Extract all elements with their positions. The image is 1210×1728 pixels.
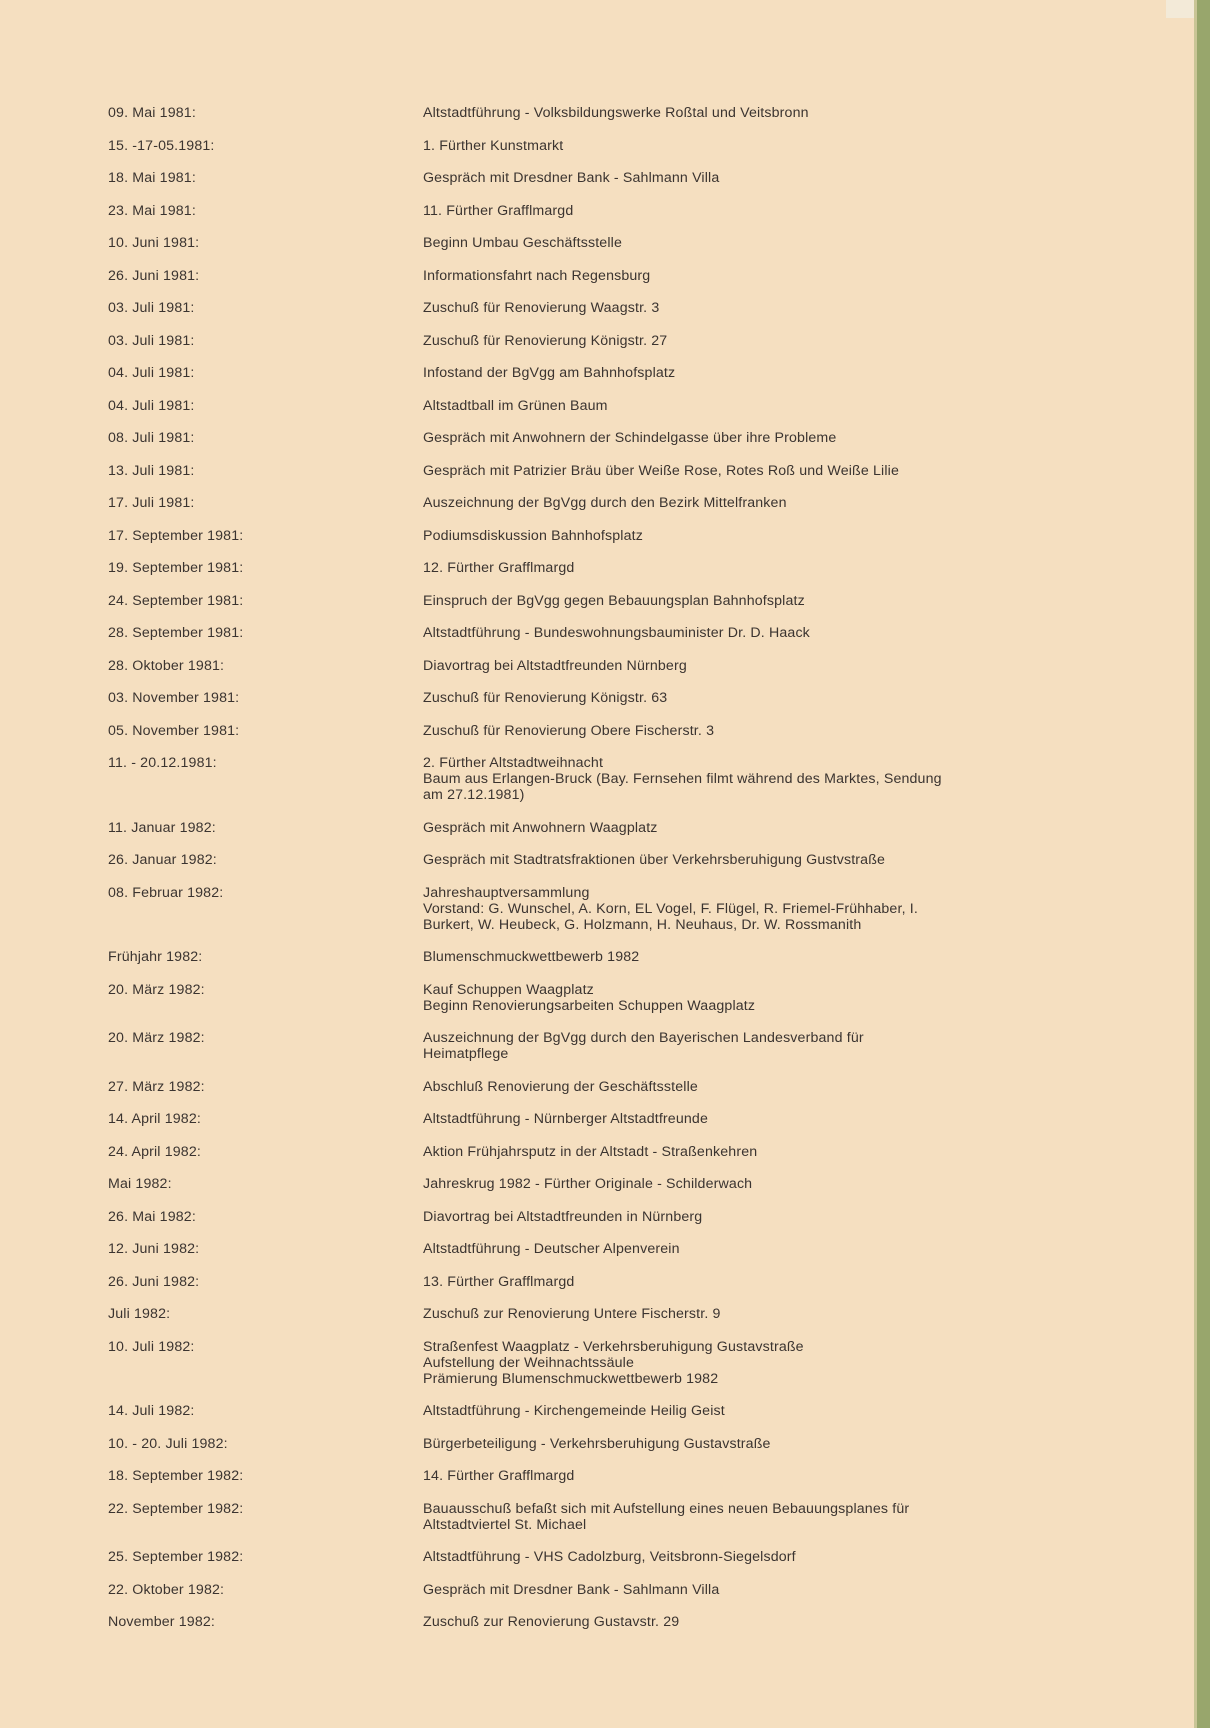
entry-date: 12. Juni 1982: (108, 1241, 200, 1257)
chronicle-entry (108, 1339, 1028, 1404)
entry-description (423, 1403, 1028, 1419)
chronicle-entry (108, 1468, 1028, 1501)
entry-date: 04. Juli 1981: (108, 365, 195, 381)
entry-description (423, 1030, 1028, 1062)
chronicle-entry (108, 690, 1028, 723)
entry-date: 26. Juni 1981: (108, 267, 200, 284)
chronicle-entry (108, 593, 1028, 626)
entry-description-line: 12. Fürther Grafflmargd (423, 560, 575, 576)
chronicle-entry (108, 333, 1028, 366)
entry-description-line: Gespräch mit Anwohnern der Schindelgasse über ihre Probleme (423, 430, 837, 446)
entry-date: 11. Januar 1982: (108, 819, 216, 836)
entry-date: 20. März 1982: (108, 1030, 205, 1046)
entry-description-line: Blumenschmuckwettbewerb 1982 (423, 949, 640, 965)
entry-description-line: Einspruch der BgVgg gegen Bebauungsplan Bahnhofsplatz (423, 592, 805, 609)
entry-description (423, 1614, 1028, 1630)
entry-date: 20. März 1982: (108, 981, 205, 998)
entry-description (423, 268, 1028, 284)
entry-description-line: Beginn Umbau Geschäftsstelle (423, 235, 622, 251)
entry-description-line: 11. Fürther Grafflmargd (423, 202, 574, 219)
entry-description-line: Aktion Frühjahrsputz in der Altstadt - Straßenkehren (423, 1143, 758, 1160)
chronicle-entry (108, 463, 1028, 496)
entry-description-line: Baum aus Erlangen-Bruck (Bay. Fernsehen filmt während des Marktes, Sendung (423, 771, 942, 787)
entry-description (423, 949, 1028, 965)
entry-date: 09. Mai 1981: (108, 105, 196, 121)
entry-description-line: Auszeichnung der BgVgg durch den Bezirk Mittelfranken (423, 495, 787, 511)
entry-description-line: Aufstellung der Weihnachtssäule (423, 1354, 635, 1371)
entry-description (423, 1209, 1028, 1225)
chronicle-entry (108, 1549, 1028, 1582)
chronicle-entry (108, 1582, 1028, 1615)
entry-date: Mai 1982: (108, 1176, 172, 1192)
chronicle-entry (108, 1501, 1028, 1550)
entry-description-line: Altstadtviertel St. Michael (423, 1516, 587, 1533)
chronicle-entry (108, 1176, 1028, 1209)
chronicle-entry (108, 138, 1028, 171)
chronicle-entry (108, 528, 1028, 561)
chronicle-entry (108, 1241, 1028, 1274)
entry-date: 15. -17-05.1981: (108, 137, 215, 154)
entry-description (423, 1468, 1028, 1484)
entry-description-line: Vorstand: G. Wunschel, A. Korn, EL Vogel, F. Flügel, R. Friemel-Frühhaber, I. (423, 900, 918, 917)
chronicle-entry (108, 625, 1028, 658)
entry-description-line: Auszeichnung der BgVgg durch den Bayerischen Landesverband für (423, 1030, 864, 1046)
entry-description (423, 820, 1028, 836)
entry-description (423, 398, 1028, 414)
chronicle-list (108, 105, 1028, 1647)
entry-description (423, 1549, 1028, 1565)
entry-description-line: Heimatpflege (423, 1046, 509, 1062)
chronicle-entry (108, 365, 1028, 398)
entry-date: 26. Januar 1982: (108, 852, 217, 868)
entry-description (423, 463, 1028, 479)
entry-description (423, 1176, 1028, 1192)
chronicle-entry (108, 1079, 1028, 1112)
entry-description-line: Podiumsdiskussion Bahnhofsplatz (423, 527, 643, 544)
entry-description-line: Zuschuß für Renovierung Königstr. 27 (423, 332, 668, 349)
entry-description (423, 560, 1028, 576)
entry-description-line: Bauausschuß befaßt sich mit Aufstellung eines neuen Bebauungsplanes für (423, 1500, 910, 1517)
entry-description (423, 982, 1028, 1014)
entry-date: 10. Juli 1982: (108, 1338, 195, 1355)
entry-date: 04. Juli 1981: (108, 397, 195, 414)
chronicle-entry (108, 982, 1028, 1031)
chronicle-entry (108, 949, 1028, 982)
entry-description-line: 14. Fürther Grafflmargd (423, 1468, 575, 1484)
entry-description (423, 1274, 1028, 1290)
entry-description-line: Gespräch mit Anwohnern Waagplatz (423, 819, 658, 836)
entry-description (423, 333, 1028, 349)
chronicle-entry (108, 430, 1028, 463)
entry-description-line: Gespräch mit Dresdner Bank - Sahlmann Villa (423, 170, 720, 186)
entry-description-line: 13. Fürther Grafflmargd (423, 1273, 575, 1290)
entry-date: 28. September 1981: (108, 625, 244, 641)
entry-date: 17. September 1981: (108, 527, 244, 544)
entry-date: 14. Juli 1982: (108, 1403, 195, 1419)
entry-date: 26. Mai 1982: (108, 1208, 196, 1225)
entry-description (423, 625, 1028, 641)
chronicle-entry (108, 755, 1028, 820)
entry-description (423, 365, 1028, 381)
entry-description (423, 300, 1028, 316)
entry-date: 18. Mai 1981: (108, 170, 196, 186)
chronicle-entry (108, 1403, 1028, 1436)
chronicle-entry (108, 1306, 1028, 1339)
chronicle-entry (108, 235, 1028, 268)
entry-description (423, 170, 1028, 186)
entry-description (423, 495, 1028, 511)
entry-description-line: Gespräch mit Dresdner Bank - Sahlmann Villa (423, 1581, 720, 1598)
entry-date: 05. November 1981: (108, 722, 240, 739)
chronicle-entry (108, 820, 1028, 853)
entry-date: 26. Juni 1982: (108, 1273, 200, 1290)
chronicle-entry (108, 300, 1028, 333)
entry-description-line: Infostand der BgVgg am Bahnhofsplatz (423, 365, 676, 381)
entry-description-line: 2. Fürther Altstadtweihnacht (423, 755, 604, 771)
entry-date: 03. Juli 1981: (108, 300, 195, 316)
entry-description-line: Altstadtführung - VHS Cadolzburg, Veitsbronn-Siegelsdorf (423, 1549, 796, 1565)
entry-description-line: Altstadtführung - Bundeswohnungsbauminister Dr. D. Haack (423, 625, 810, 641)
entry-description-line: Altstadtball im Grünen Baum (423, 397, 608, 414)
chronicle-entry (108, 1144, 1028, 1177)
chronicle-entry (108, 1209, 1028, 1242)
entry-description-line: Jahreskrug 1982 - Fürther Originale - Schilderwach (423, 1176, 753, 1192)
entry-description (423, 1306, 1028, 1322)
chronicle-entry (108, 268, 1028, 301)
chronicle-entry (108, 885, 1028, 950)
chronicle-entry (108, 203, 1028, 236)
entry-description (423, 203, 1028, 219)
entry-date: 03. Juli 1981: (108, 332, 195, 349)
entry-date: 03. November 1981: (108, 690, 240, 706)
entry-date: Frühjahr 1982: (108, 949, 203, 965)
entry-description-line: Beginn Renovierungsarbeiten Schuppen Waagplatz (423, 997, 756, 1014)
entry-description (423, 1144, 1028, 1160)
chronicle-entry (108, 560, 1028, 593)
entry-date: 08. Juli 1981: (108, 430, 195, 446)
entry-date: 27. März 1982: (108, 1078, 205, 1095)
entry-description-line: Zuschuß für Renovierung Königstr. 63 (423, 690, 668, 706)
entry-description-line: Gespräch mit Stadtratsfraktionen über Verkehrsberuhigung Gustvstraße (423, 852, 886, 868)
entry-description (423, 1339, 1028, 1387)
chronicle-entry (108, 1436, 1028, 1469)
entry-description-line: Gespräch mit Patrizier Bräu über Weiße Rose, Rotes Roß und Weiße Lilie (423, 462, 899, 479)
entry-description-line: Bürgerbeteiligung - Verkehrsberuhigung Gustavstraße (423, 1435, 771, 1452)
chronicle-entry (108, 1030, 1028, 1079)
entry-description-line: Abschluß Renovierung der Geschäftsstelle (423, 1078, 698, 1095)
entry-date: November 1982: (108, 1614, 215, 1630)
chronicle-entry (108, 1111, 1028, 1144)
entry-description-line: Informationsfahrt nach Regensburg (423, 267, 651, 284)
chronicle-entry (108, 105, 1028, 138)
entry-description (423, 1079, 1028, 1095)
chronicle-entry (108, 170, 1028, 203)
entry-description (423, 885, 1028, 933)
entry-date: 13. Juli 1981: (108, 462, 195, 479)
page-edge-strip (1194, 0, 1210, 1728)
chronicle-entry (108, 852, 1028, 885)
entry-description (423, 235, 1028, 251)
chronicle-entry (108, 495, 1028, 528)
entry-description (423, 1582, 1028, 1598)
chronicle-entry (108, 658, 1028, 691)
entry-description-line: Altstadtführung - Kirchengemeinde Heilig Geist (423, 1403, 725, 1419)
entry-date: 10. - 20. Juli 1982: (108, 1435, 228, 1452)
entry-date: Juli 1982: (108, 1306, 171, 1322)
entry-date: 08. Februar 1982: (108, 884, 224, 901)
entry-description-line: Altstadtführung - Volksbildungswerke Roßtal und Veitsbronn (423, 105, 809, 121)
entry-description-line: Straßenfest Waagplatz - Verkehrsberuhigung Gustavstraße (423, 1338, 804, 1355)
entry-date: 22. September 1982: (108, 1500, 244, 1517)
entry-date: 25. September 1982: (108, 1549, 244, 1565)
entry-description-line: Zuschuß zur Renovierung Untere Fischerstr. 9 (423, 1306, 721, 1322)
entry-date: 23. Mai 1981: (108, 202, 196, 219)
entry-description (423, 430, 1028, 446)
entry-description (423, 690, 1028, 706)
entry-description-line: Altstadtführung - Deutscher Alpenverein (423, 1241, 680, 1257)
entry-description-line: Diavortrag bei Altstadtfreunden Nürnberg (423, 657, 687, 674)
entry-description (423, 1436, 1028, 1452)
entry-description-line: 1. Fürther Kunstmarkt (423, 137, 564, 154)
entry-description (423, 1501, 1028, 1533)
entry-date: 18. September 1982: (108, 1468, 244, 1484)
entry-description (423, 1241, 1028, 1257)
entry-description (423, 528, 1028, 544)
entry-description-line: Zuschuß für Renovierung Obere Fischerstr. 3 (423, 722, 715, 739)
entry-date: 14. April 1982: (108, 1111, 201, 1127)
chronicle-entry (108, 723, 1028, 756)
entry-date: 24. September 1981: (108, 592, 244, 609)
entry-description (423, 658, 1028, 674)
entry-date: 24. April 1982: (108, 1143, 201, 1160)
entry-date: 19. September 1981: (108, 560, 244, 576)
entry-description (423, 138, 1028, 154)
entry-description (423, 852, 1028, 868)
entry-description-line: Kauf Schuppen Waagplatz (423, 981, 594, 998)
entry-date: 11. - 20.12.1981: (108, 755, 217, 771)
entry-description-line: Diavortrag bei Altstadtfreunden in Nürnberg (423, 1208, 703, 1225)
page-corner (1166, 0, 1194, 18)
entry-description-line: Altstadtführung - Nürnberger Altstadtfreunde (423, 1111, 708, 1127)
entry-description (423, 593, 1028, 609)
entry-description (423, 105, 1028, 121)
chronicle-entry (108, 1614, 1028, 1647)
entry-description-line: Zuschuß für Renovierung Waagstr. 3 (423, 300, 660, 316)
entry-description-line: Prämierung Blumenschmuckwettbewerb 1982 (423, 1370, 719, 1387)
entry-description-line: Zuschuß zur Renovierung Gustavstr. 29 (423, 1614, 680, 1630)
entry-date: 22. Oktober 1982: (108, 1581, 225, 1598)
entry-date: 28. Oktober 1981: (108, 657, 225, 674)
entry-description (423, 755, 1028, 803)
entry-date: 17. Juli 1981: (108, 495, 195, 511)
entry-description-line: Jahreshauptversammlung (423, 884, 590, 901)
entry-description-line: Burkert, W. Heubeck, G. Holzmann, H. Neuhaus, Dr. W. Rossmanith (423, 916, 862, 933)
entry-date: 10. Juni 1981: (108, 235, 200, 251)
chronicle-entry (108, 398, 1028, 431)
entry-description (423, 1111, 1028, 1127)
chronicle-entry (108, 1274, 1028, 1307)
entry-description (423, 723, 1028, 739)
entry-description-line: am 27.12.1981) (423, 787, 525, 803)
